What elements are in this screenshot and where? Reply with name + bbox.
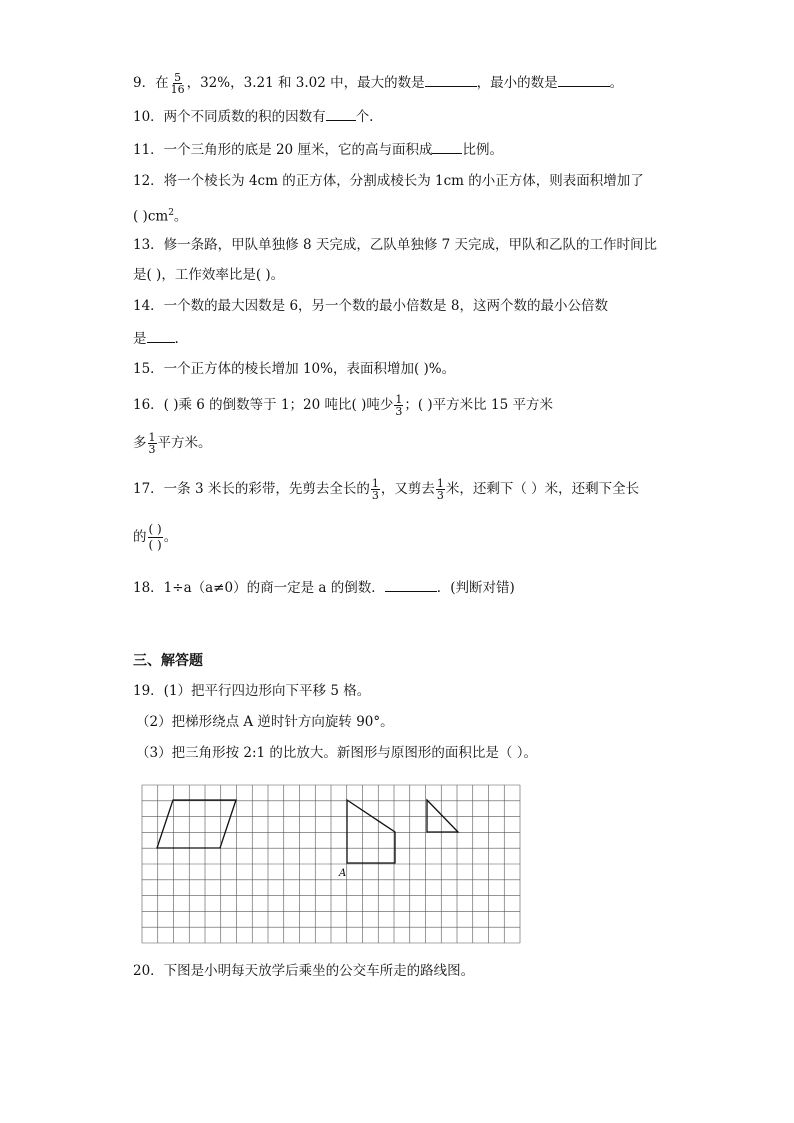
q9-frac-den: 16 <box>170 83 185 96</box>
parallelogram-shape <box>157 800 236 848</box>
q9-number: 9． <box>133 75 156 91</box>
question-10 <box>133 107 373 126</box>
question-14-line2 <box>133 329 179 348</box>
q19-part1: 19．(1）把平行四边形向下平移 5 格。 <box>133 683 371 699</box>
q16-prefix: 多 <box>133 435 147 451</box>
q17-text-a: 17．一条 3 米长的彩带，先剪去全长的 <box>133 481 370 497</box>
question-17-line2 <box>133 522 177 553</box>
triangle-shape <box>427 800 458 832</box>
q16-text-a[interactable]: 16．( )乘 6 的倒数等于 1；20 吨比( )吨少 <box>133 397 394 413</box>
question-16-line2 <box>133 432 212 455</box>
q9-fraction <box>170 72 186 95</box>
point-a-label: A <box>339 868 347 879</box>
q14-blank[interactable] <box>147 329 175 343</box>
q11-text: 11．一个三角形的底是 20 厘米，它的高与面积成 <box>133 142 433 158</box>
question-11 <box>133 140 503 159</box>
q11-end: 比例。 <box>462 142 503 158</box>
q17-end: 。 <box>163 529 178 545</box>
q18-blank[interactable] <box>385 578 437 592</box>
trapezoid-shape <box>347 800 395 863</box>
q9-blank-min[interactable] <box>558 73 610 87</box>
q9-text2: ，最小的数是 <box>476 75 558 91</box>
question-16-line1 <box>133 394 553 417</box>
q17-frac2-den: 3 <box>436 489 444 502</box>
question-12-line1 <box>133 172 644 190</box>
q16-frac2-den: 3 <box>148 443 156 456</box>
q20-text: 20．下图是小明每天放学后乘坐的公交车所走的路线图。 <box>133 963 475 979</box>
grid-lines <box>142 785 520 943</box>
question-17-line1 <box>133 478 639 501</box>
q16-fraction <box>394 394 403 417</box>
q11-blank[interactable] <box>432 140 462 154</box>
q19-part2: （2）把梯形绕点 A 逆时针方向旋转 90°。 <box>136 714 394 730</box>
q19-part3[interactable]: （3）把三角形按 2:1 的比放大。新图形与原图形的面积比是（ ）。 <box>136 745 537 761</box>
q16-frac2-num: 1 <box>148 431 156 444</box>
question-18 <box>133 578 515 597</box>
q9-blank-max[interactable] <box>425 73 477 87</box>
question-13-line1 <box>133 236 657 254</box>
question-19-line2 <box>136 713 394 731</box>
q10-blank[interactable] <box>326 107 356 121</box>
q16-text-b[interactable]: ；( )平方米比 15 平方米 <box>404 397 553 413</box>
q9-prefix: 在 <box>155 75 169 91</box>
q12-superscript: 2 <box>168 208 174 218</box>
grid-svg <box>141 784 523 944</box>
question-20 <box>133 962 474 980</box>
q10-text: 10．两个不同质数的积的因数有 <box>133 109 326 125</box>
question-14-line1 <box>133 297 608 315</box>
q9-frac-num: 5 <box>174 71 182 84</box>
q16-end: 平方米。 <box>157 435 212 451</box>
q17-frac1-num: 1 <box>371 477 379 490</box>
section-title: 三、解答题 <box>133 653 203 669</box>
question-12-line2 <box>133 204 187 226</box>
q17-answer-den[interactable]: ( ) <box>148 538 162 552</box>
q17-text-b: ，又剪去 <box>380 481 435 497</box>
q18-text: 18．1÷a（a≠0）的商一定是 a 的倒数． <box>133 580 385 596</box>
q14-text: 14．一个数的最大因数是 6，另一个数的最小倍数是 8，这两个数的最小公倍数 <box>133 298 608 314</box>
question-19-line1 <box>133 682 370 700</box>
q9-end: 。 <box>609 75 624 91</box>
q15-text[interactable]: 15．一个正方体的棱长增加 10%，表面积增加( )%。 <box>133 361 456 377</box>
q13-text: 13．修一条路，甲队单独修 8 天完成，乙队单独修 7 天完成，甲队和乙队的工作时间比 <box>133 237 658 253</box>
q14-end: . <box>174 331 179 347</box>
q17-fraction1 <box>371 478 380 501</box>
q16-fraction2 <box>148 432 157 455</box>
q14-prefix: 是 <box>133 331 147 347</box>
q12-end: 。 <box>173 208 188 225</box>
q9-text: ，32%，3.21 和 3.02 中，最大的数是 <box>186 75 425 91</box>
question-15 <box>133 360 455 378</box>
q17-frac2-num: 1 <box>436 477 444 490</box>
question-9 <box>133 72 623 95</box>
question-13-line2 <box>133 266 284 284</box>
q17-answer-fraction[interactable] <box>148 522 163 553</box>
q17-text-c[interactable]: 米，还剩下（ ）米，还剩下全长 <box>445 481 640 497</box>
question-19-line3 <box>136 744 537 762</box>
q10-end: 个. <box>355 109 374 125</box>
q16-frac-num: 1 <box>395 393 403 406</box>
q17-answer-num[interactable]: ( ) <box>148 522 162 536</box>
q17-fraction2 <box>436 478 445 501</box>
q17-prefix: 的 <box>133 529 147 545</box>
q13-answer-line[interactable]: 是( )，工作效率比是( )。 <box>133 267 285 283</box>
q12-text: 12．将一个棱长为 4cm 的正方体，分割成棱长为 1cm 的小正方体，则表面积增加了 <box>133 173 644 189</box>
q16-frac-den: 3 <box>395 405 403 418</box>
q12-answer-paren[interactable]: ( )cm <box>133 208 169 225</box>
q18-end: ．(判断对错) <box>436 580 515 596</box>
q17-frac1-den: 3 <box>371 489 379 502</box>
grid-figure <box>141 784 523 948</box>
